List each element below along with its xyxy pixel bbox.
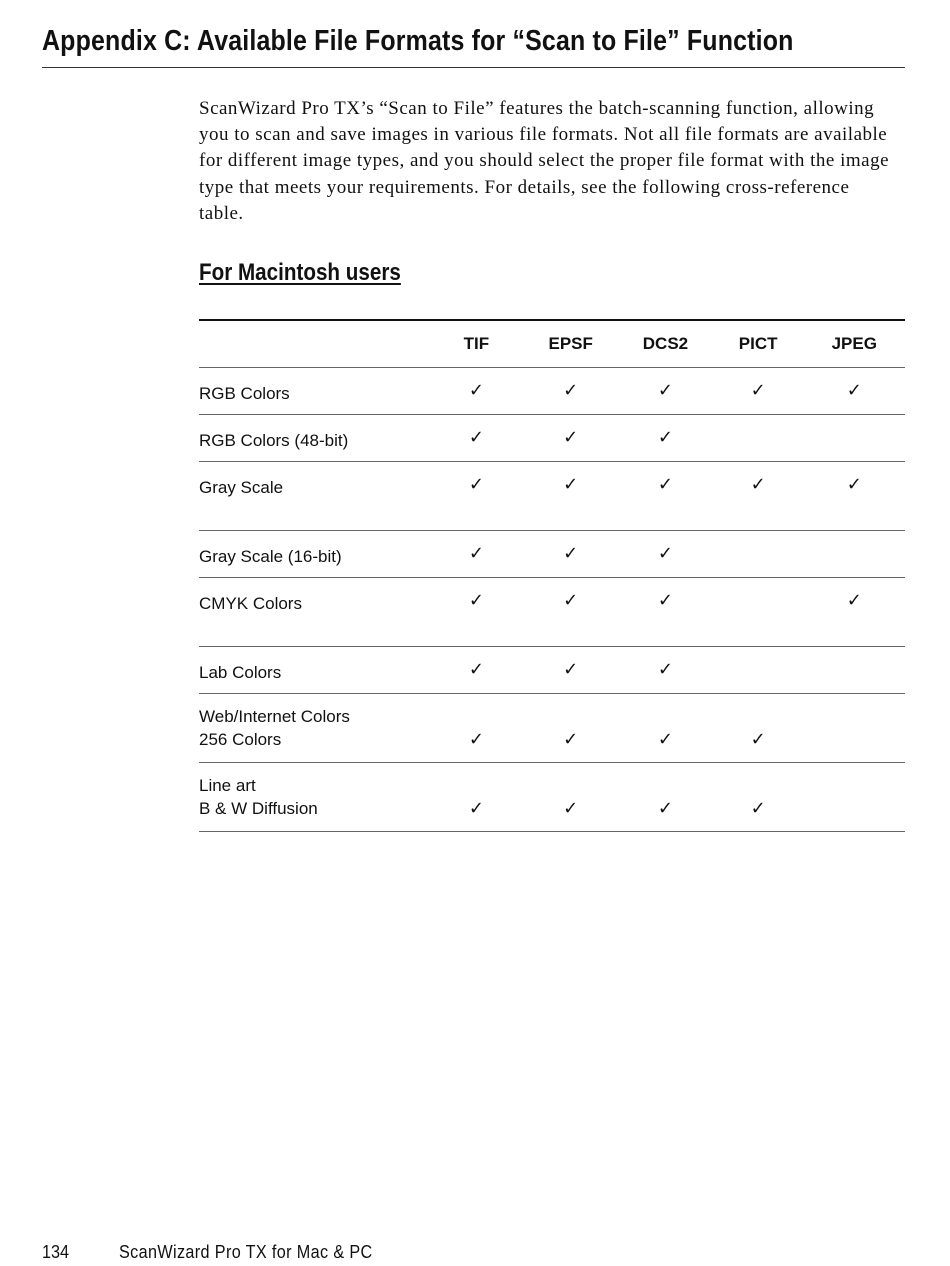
row-label [199,530,429,577]
checkmark-icon: ✓ [563,379,579,401]
format-cell [713,762,804,831]
column-header-jpeg: JPEG [831,333,877,353]
checkmark-icon: ✓ [657,589,673,611]
checkmark-icon: ✓ [468,542,484,564]
checkmark-icon: ✓ [563,473,579,495]
checkmark-icon: ✓ [563,426,579,448]
format-cell [618,646,713,693]
format-cell [429,367,523,414]
format-cell [429,577,523,646]
format-cell [618,577,713,646]
section-heading: For Macintosh users [199,259,401,286]
checkmark-icon: ✓ [657,473,673,495]
column-header-tif: TIF [463,333,490,353]
checkmark-icon: ✓ [750,379,766,401]
table-row [199,762,905,831]
format-cell [429,461,523,530]
checkmark-icon: ✓ [750,473,766,495]
format-cell [429,762,523,831]
checkmark-icon: ✓ [468,658,484,680]
format-cell [804,693,906,762]
row-label-line: B & W Diffusion [199,798,318,818]
checkmark-icon: ✓ [563,658,579,680]
checkmark-icon: ✓ [563,797,579,819]
row-label [199,762,429,831]
format-cell [804,577,906,646]
row-label-line: Gray Scale [199,477,284,497]
row-label [199,367,429,414]
table-header-row [199,320,905,367]
format-cell [804,367,906,414]
format-cell [713,530,804,577]
format-cell [523,461,618,530]
format-cell [804,530,906,577]
checkmark-icon: ✓ [750,728,766,750]
title-divider [42,67,905,68]
checkmark-icon: ✓ [468,797,484,819]
format-cell [523,646,618,693]
format-cell [713,367,804,414]
format-cell [618,693,713,762]
row-label-line: Gray Scale (16-bit) [199,546,342,566]
checkmark-icon: ✓ [846,379,862,401]
column-header-dcs2: DCS2 [642,333,689,353]
format-cell [523,577,618,646]
checkmark-icon: ✓ [468,426,484,448]
format-cell [804,646,906,693]
table-row [199,367,905,414]
format-cell [429,646,523,693]
column-header-epsf: EPSF [548,333,593,353]
format-cell [713,577,804,646]
row-label-line: 256 Colors [199,729,282,749]
intro-paragraph: ScanWizard Pro TX’s “Scan to File” features the batch-scanning function, allowing you to scan and save images in various file formats. Not all file formats are available for different image types, and you should select the proper file format with the image type that meets your requirements. For details, see the following cross-reference table. [199,98,890,224]
table-row [199,693,905,762]
row-label [199,646,429,693]
format-cell [804,461,906,530]
format-cell [429,693,523,762]
row-label-line: Lab Colors [199,662,282,682]
table-row [199,577,905,646]
page-number: 134 [42,1242,70,1262]
format-cell [618,762,713,831]
table-row [199,414,905,461]
checkmark-icon: ✓ [657,426,673,448]
format-cell [429,530,523,577]
page-title: Appendix C: Available File Formats for “Scan to File” Function [42,25,794,57]
format-cell [429,414,523,461]
row-label [199,461,429,530]
checkmark-icon: ✓ [657,658,673,680]
format-cell [618,414,713,461]
row-label-line: RGB Colors (48-bit) [199,430,349,450]
checkmark-icon: ✓ [846,589,862,611]
row-label-line: Web/Internet Colors [199,706,350,726]
checkmark-icon: ✓ [468,473,484,495]
row-label-line: RGB Colors [199,383,290,403]
checkmark-icon: ✓ [468,379,484,401]
checkmark-icon: ✓ [563,728,579,750]
header-empty-cell [199,320,429,367]
table-row [199,646,905,693]
checkmark-icon: ✓ [750,797,766,819]
checkmark-icon: ✓ [563,589,579,611]
row-label-line: Line art [199,775,256,795]
row-label-line: CMYK Colors [199,593,302,613]
checkmark-icon: ✓ [846,473,862,495]
format-cell [804,414,906,461]
table-row [199,461,905,530]
format-cell [713,693,804,762]
format-cell [618,367,713,414]
format-cell [713,646,804,693]
checkmark-icon: ✓ [657,797,673,819]
column-header-pict: PICT [738,333,778,353]
checkmark-icon: ✓ [468,589,484,611]
row-label [199,577,429,646]
format-cell [523,414,618,461]
format-cell [618,530,713,577]
format-cell [523,367,618,414]
row-label [199,693,429,762]
format-cell [713,461,804,530]
table-body [199,367,905,831]
format-cell [713,414,804,461]
format-cell [523,762,618,831]
format-cell [804,762,906,831]
file-format-table [199,319,905,832]
format-cell [523,693,618,762]
checkmark-icon: ✓ [657,728,673,750]
checkmark-icon: ✓ [657,379,673,401]
footer-product-title: ScanWizard Pro TX for Mac & PC [119,1242,373,1262]
table-row [199,530,905,577]
format-cell [618,461,713,530]
checkmark-icon: ✓ [563,542,579,564]
format-cell [523,530,618,577]
row-label [199,414,429,461]
checkmark-icon: ✓ [657,542,673,564]
checkmark-icon: ✓ [468,728,484,750]
